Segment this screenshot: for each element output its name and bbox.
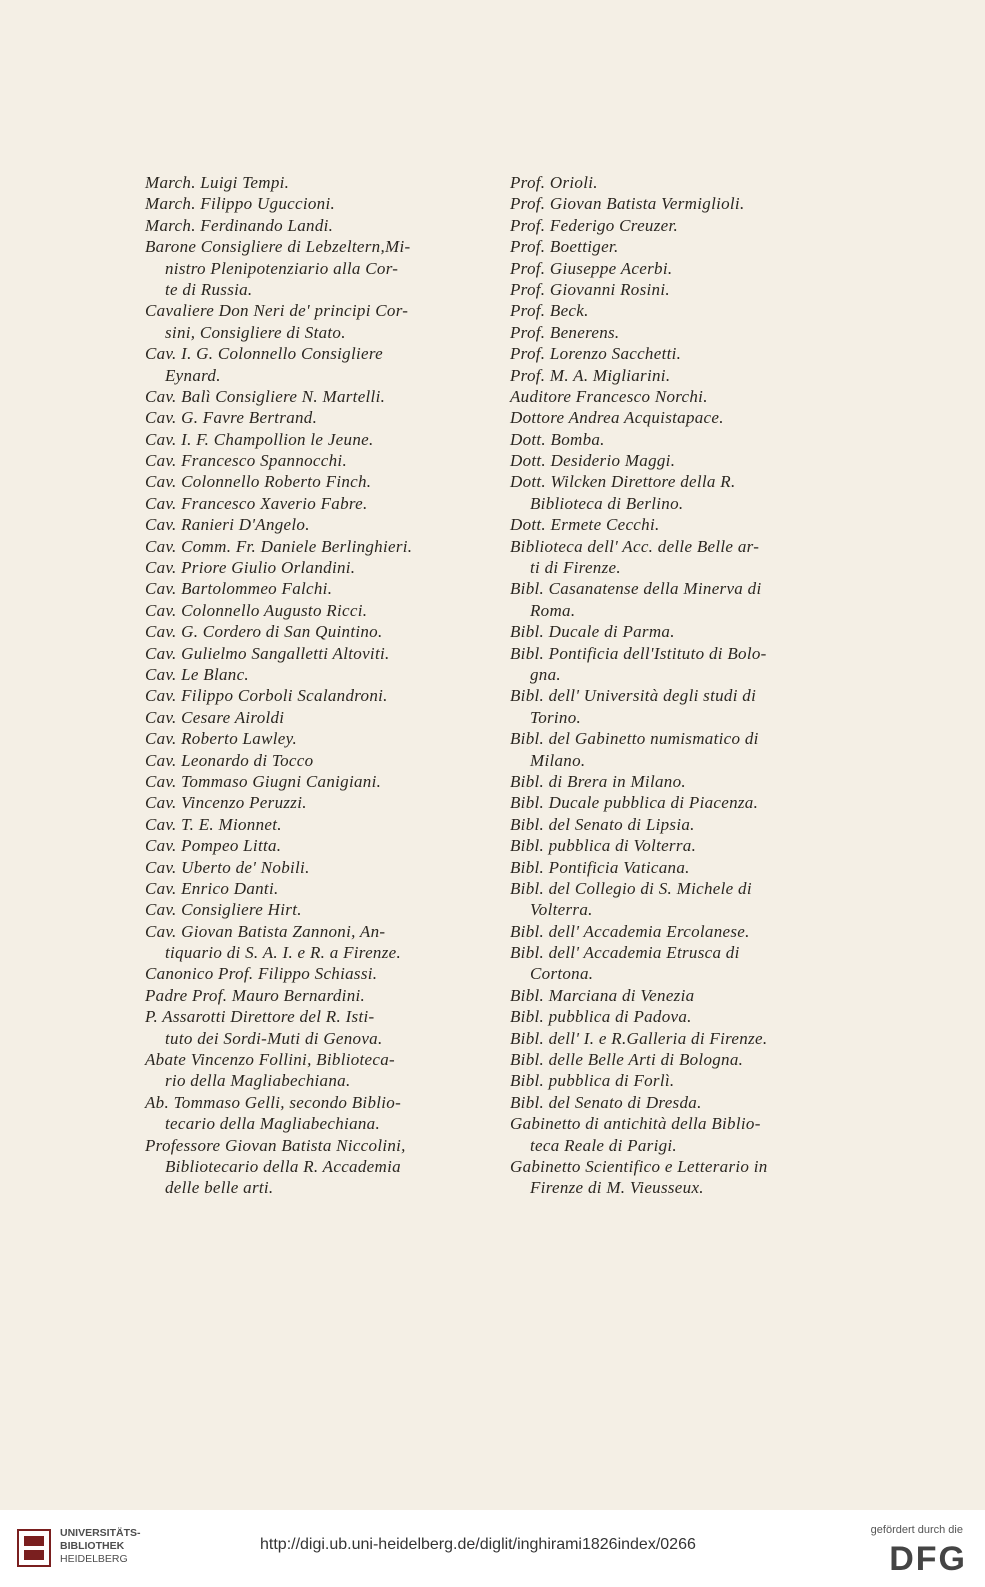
- footer-bar: [0, 1510, 985, 1587]
- right-entry-line: Bibl. pubblica di Padova.: [510, 1007, 692, 1027]
- right-column-names: [510, 172, 855, 1199]
- right-entry-line: Dott. Bomba.: [510, 429, 605, 449]
- left-entry-line: Professore Giovan Batista Niccolini,: [145, 1135, 406, 1155]
- right-entry-line: Biblioteca di Berlino.: [530, 493, 684, 513]
- left-entry-line: Cav. I. G. Colonnello Consigliere: [145, 344, 383, 364]
- right-entry-line: Dott. Ermete Cecchi.: [510, 515, 660, 535]
- right-entry-line: Prof. Lorenzo Sacchetti.: [510, 344, 682, 364]
- left-entry-line: Cav. Leonardo di Tocco: [145, 750, 314, 770]
- left-entry-line: March. Luigi Tempi.: [145, 173, 290, 192]
- right-entry-line: Torino.: [530, 707, 582, 727]
- right-entry-line: teca Reale di Parigi.: [530, 1135, 677, 1155]
- right-entry-line: ti di Firenze.: [530, 558, 621, 578]
- permalink-url[interactable]: http://digi.ub.uni-heidelberg.de/diglit/inghirami1826index/0266: [260, 1536, 696, 1553]
- library-line-3: HEIDELBERG: [60, 1553, 128, 1565]
- right-entry-line: Bibl. Ducale pubblica di Piacenza.: [510, 793, 759, 813]
- right-entry-line: Bibl. dell' I. e R.Galleria di Firenze.: [510, 1028, 768, 1048]
- university-seal-icon: [16, 1528, 52, 1568]
- right-entry-line: Dott. Desiderio Maggi.: [510, 451, 676, 471]
- left-entry-line: Cav. Cesare Airoldi: [145, 707, 285, 727]
- right-entry-line: gna.: [530, 664, 561, 684]
- right-entry-line: Dott. Wilcken Direttore della R.: [510, 472, 736, 492]
- left-entry-line: Canonico Prof. Filippo Schiassi.: [145, 964, 378, 984]
- dfg-logo: DFG: [889, 1540, 967, 1578]
- right-entry-line: Prof. Orioli.: [510, 173, 598, 192]
- right-entry-line: Bibl. pubblica di Forlì.: [510, 1071, 675, 1091]
- left-entry-line: Cav. Tommaso Giugni Canigiani.: [145, 771, 382, 791]
- left-entry-line: te di Russia.: [165, 279, 253, 299]
- right-entry-line: Roma.: [530, 600, 576, 620]
- left-entry-line: Cav. Francesco Spannocchi.: [145, 451, 347, 471]
- library-name: [60, 1527, 141, 1566]
- left-entry-line: Cav. Gulielmo Sangalletti Altoviti.: [145, 643, 390, 663]
- left-entry-line: Abate Vincenzo Follini, Biblioteca-: [145, 1050, 396, 1070]
- right-entry-line: Prof. Benerens.: [510, 322, 620, 342]
- right-entry-line: Biblioteca dell' Acc. delle Belle ar-: [510, 536, 760, 556]
- right-entry-line: Prof. M. A. Migliarini.: [510, 365, 671, 385]
- right-entry-line: Bibl. Marciana di Venezia: [510, 985, 695, 1005]
- left-entry-line: Cav. T. E. Mionnet.: [145, 814, 282, 834]
- right-entry-line: Bibl. Pontificia dell'Istituto di Bolo-: [510, 643, 767, 663]
- left-column-names: [145, 172, 490, 1199]
- right-entry-line: Bibl. del Senato di Lipsia.: [510, 814, 695, 834]
- left-entry-line: Cav. Priore Giulio Orlandini.: [145, 558, 356, 578]
- left-entry-line: Ab. Tommaso Gelli, secondo Biblio-: [145, 1092, 402, 1112]
- right-entry-line: Bibl. di Brera in Milano.: [510, 771, 686, 791]
- left-entry-line: tuto dei Sordi-Muti di Genova.: [165, 1028, 383, 1048]
- left-entry-line: Cav. Pompeo Litta.: [145, 836, 282, 856]
- left-entry-line: Cav. Francesco Xaverio Fabre.: [145, 493, 368, 513]
- left-entry-line: tecario della Magliabechiana.: [165, 1114, 381, 1134]
- right-entry-line: Prof. Giuseppe Acerbi.: [510, 258, 673, 278]
- left-entry-line: sini, Consigliere di Stato.: [165, 322, 346, 342]
- library-line-2: BIBLIOTHEK: [60, 1540, 125, 1552]
- right-entry-line: Cortona.: [530, 964, 594, 984]
- right-entry-line: Auditore Francesco Norchi.: [510, 386, 708, 406]
- left-entry-line: Cav. G. Favre Bertrand.: [145, 408, 318, 428]
- right-entry-line: Volterra.: [530, 900, 593, 920]
- left-entry-line: March. Ferdinando Landi.: [145, 215, 334, 235]
- right-entry-line: Prof. Giovanni Rosini.: [510, 279, 670, 299]
- left-entry-line: Cav. G. Cordero di San Quintino.: [145, 622, 383, 642]
- left-entry-line: Cav. Roberto Lawley.: [145, 729, 298, 749]
- right-entry-line: Bibl. del Collegio di S. Michele di: [510, 878, 752, 898]
- left-entry-line: Cav. Bartolommeo Falchi.: [145, 579, 333, 599]
- funder-label: gefördert durch die: [870, 1524, 963, 1536]
- left-entry-line: Cav. Giovan Batista Zannoni, An-: [145, 921, 386, 941]
- left-entry-line: March. Filippo Uguccioni.: [145, 194, 336, 214]
- left-entry-line: P. Assarotti Direttore del R. Isti-: [145, 1007, 375, 1027]
- left-entry-line: tiquario di S. A. I. e R. a Firenze.: [165, 943, 402, 963]
- right-entry-line: Bibl. pubblica di Volterra.: [510, 836, 697, 856]
- left-entry-line: Cav. Comm. Fr. Daniele Berlinghieri.: [145, 536, 413, 556]
- left-entry-line: Cav. Enrico Danti.: [145, 878, 279, 898]
- left-entry-line: Padre Prof. Mauro Bernardini.: [145, 985, 366, 1005]
- left-entry-line: Cav. Le Blanc.: [145, 664, 249, 684]
- right-entry-line: Bibl. Ducale di Parma.: [510, 622, 675, 642]
- right-entry-line: Prof. Beck.: [510, 301, 589, 321]
- left-entry-line: Cav. I. F. Champollion le Jeune.: [145, 429, 374, 449]
- left-entry-line: nistro Plenipotenziario alla Cor-: [165, 258, 399, 278]
- right-entry-line: Prof. Federigo Creuzer.: [510, 215, 679, 235]
- right-entry-line: Milano.: [530, 750, 586, 770]
- right-entry-line: Bibl. dell' Accademia Etrusca di: [510, 943, 740, 963]
- right-entry-line: Bibl. del Gabinetto numismatico di: [510, 729, 759, 749]
- right-entry-line: Prof. Boettiger.: [510, 237, 619, 257]
- left-entry-line: Cav. Balì Consigliere N. Martelli.: [145, 386, 386, 406]
- right-entry-line: Gabinetto di antichità della Biblio-: [510, 1114, 761, 1134]
- right-entry-line: Bibl. delle Belle Arti di Bologna.: [510, 1050, 744, 1070]
- right-entry-line: Bibl. dell' Università degli studi di: [510, 686, 757, 706]
- left-entry-line: Cav. Filippo Corboli Scalandroni.: [145, 686, 388, 706]
- right-entry-line: Dottore Andrea Acquistapace.: [510, 408, 724, 428]
- right-entry-line: Bibl. dell' Accademia Ercolanese.: [510, 921, 750, 941]
- left-entry-line: Eynard.: [165, 365, 221, 385]
- right-entry-line: Bibl. del Senato di Dresda.: [510, 1092, 702, 1112]
- left-entry-line: Cavaliere Don Neri de' principi Cor-: [145, 301, 409, 321]
- right-entry-line: Firenze di M. Vieusseux.: [530, 1178, 704, 1198]
- left-entry-line: Cav. Vincenzo Peruzzi.: [145, 793, 307, 813]
- left-entry-line: Cav. Consigliere Hirt.: [145, 900, 302, 920]
- right-entry-line: Bibl. Casanatense della Minerva di: [510, 579, 762, 599]
- left-entry-line: Cav. Colonnello Augusto Ricci.: [145, 600, 368, 620]
- left-entry-line: Cav. Uberto de' Nobili.: [145, 857, 310, 877]
- left-entry-line: Barone Consigliere di Lebzeltern,Mi-: [145, 237, 411, 257]
- right-entry-line: Gabinetto Scientifico e Letterario in: [510, 1156, 768, 1176]
- library-line-1: UNIVERSITÄTS-: [60, 1527, 141, 1539]
- right-entry-line: Prof. Giovan Batista Vermiglioli.: [510, 194, 745, 214]
- left-entry-line: delle belle arti.: [165, 1178, 274, 1198]
- left-entry-line: rio della Magliabechiana.: [165, 1071, 351, 1091]
- left-entry-line: Cav. Ranieri D'Angelo.: [145, 515, 310, 535]
- left-entry-line: Cav. Colonnello Roberto Finch.: [145, 472, 372, 492]
- right-entry-line: Bibl. Pontificia Vaticana.: [510, 857, 690, 877]
- left-entry-line: Bibliotecario della R. Accademia: [165, 1156, 401, 1176]
